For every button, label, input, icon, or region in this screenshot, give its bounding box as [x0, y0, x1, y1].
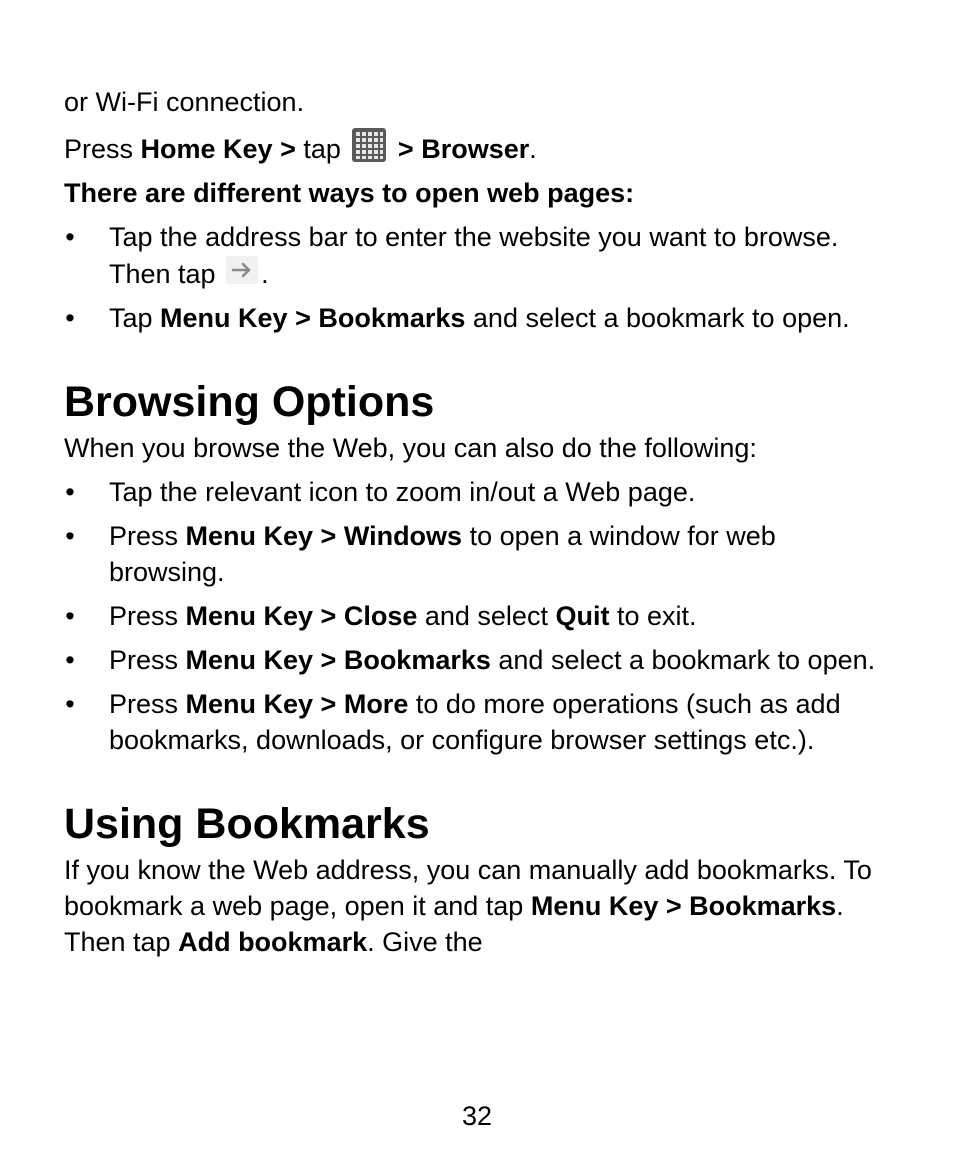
list-item: [64, 642, 884, 678]
item-text-end: and select a bookmark to open.: [465, 303, 850, 333]
item-text: Press: [109, 645, 186, 675]
bullet: •: [65, 521, 75, 551]
bookmarks-bold-2: Add bookmark: [178, 927, 368, 957]
item-text-end: to do more operations (such as add bookmarks, downloads, or configure browser settings etc.).: [109, 689, 841, 755]
manual-page: [64, 84, 884, 960]
intro-line: or Wi-Fi connection.: [64, 87, 305, 117]
item-bold: Menu Key > Bookmarks: [185, 645, 491, 675]
bookmarks-text-1: If you know the Web address, you can manually add bookmarks. To bookmark a web page, open it and tap: [64, 855, 872, 921]
bookmarks-paragraph: [64, 852, 884, 960]
item-bold: Menu Key > Close: [185, 601, 418, 631]
item-bold: Menu Key > Bookmarks: [160, 303, 466, 333]
ways-heading: [64, 175, 884, 211]
bullet: •: [65, 303, 75, 333]
list-item: [64, 518, 884, 590]
bullet: •: [65, 689, 75, 719]
apps-grid-icon: [352, 128, 386, 162]
item-text: Press: [109, 521, 186, 551]
period: .: [529, 134, 537, 164]
section-title-using-bookmarks: Using Bookmarks: [64, 800, 430, 848]
item-bold: Menu Key > More: [185, 689, 409, 719]
item-text: Tap the relevant icon to zoom in/out a Web page.: [109, 477, 696, 507]
bookmarks-text-2: . Then tap: [64, 891, 844, 957]
page-number: 32: [461, 1101, 493, 1131]
item-text-end: to exit.: [609, 601, 697, 631]
press-home-instruction: [64, 128, 884, 167]
ways-heading-text: There are different ways to open web pages:: [64, 178, 635, 208]
section-title-browsing-options: Browsing Options: [64, 378, 435, 426]
item-text: Tap the address bar to enter the website you want to browse. Then tap: [109, 222, 839, 289]
bullet: •: [65, 222, 75, 252]
list-item: [64, 686, 884, 758]
item-text-end: .: [261, 259, 269, 289]
list-item: [64, 300, 884, 336]
bullet: •: [65, 645, 75, 675]
ways-list: [64, 219, 884, 336]
item-bold-quit: Quit: [555, 601, 610, 631]
bullet: •: [65, 477, 75, 507]
list-item: [64, 598, 884, 634]
browsing-intro: When you browse the Web, you can also do the following:: [64, 433, 757, 463]
list-item: [64, 219, 884, 292]
item-text: Press: [109, 601, 186, 631]
bullet: •: [65, 601, 75, 631]
bookmarks-text-3: . Give the: [367, 927, 483, 957]
list-item: [64, 474, 884, 510]
item-text-mid: and select: [417, 601, 556, 631]
item-text: Press: [109, 689, 186, 719]
item-text: Tap: [109, 303, 161, 333]
item-text-end: and select a bookmark to open.: [490, 645, 876, 675]
go-arrow-icon: [225, 255, 259, 285]
browsing-options-list: [64, 474, 884, 758]
item-text-end: to open a window for web browsing.: [109, 521, 776, 587]
item-bold: Menu Key > Windows: [185, 521, 463, 551]
home-key-text: Home Key >: [140, 134, 296, 164]
browser-text: > Browser: [397, 134, 530, 164]
press-text: Press: [64, 134, 141, 164]
bookmarks-bold-1: Menu Key > Bookmarks: [530, 891, 837, 921]
tap-text: tap: [295, 134, 349, 164]
